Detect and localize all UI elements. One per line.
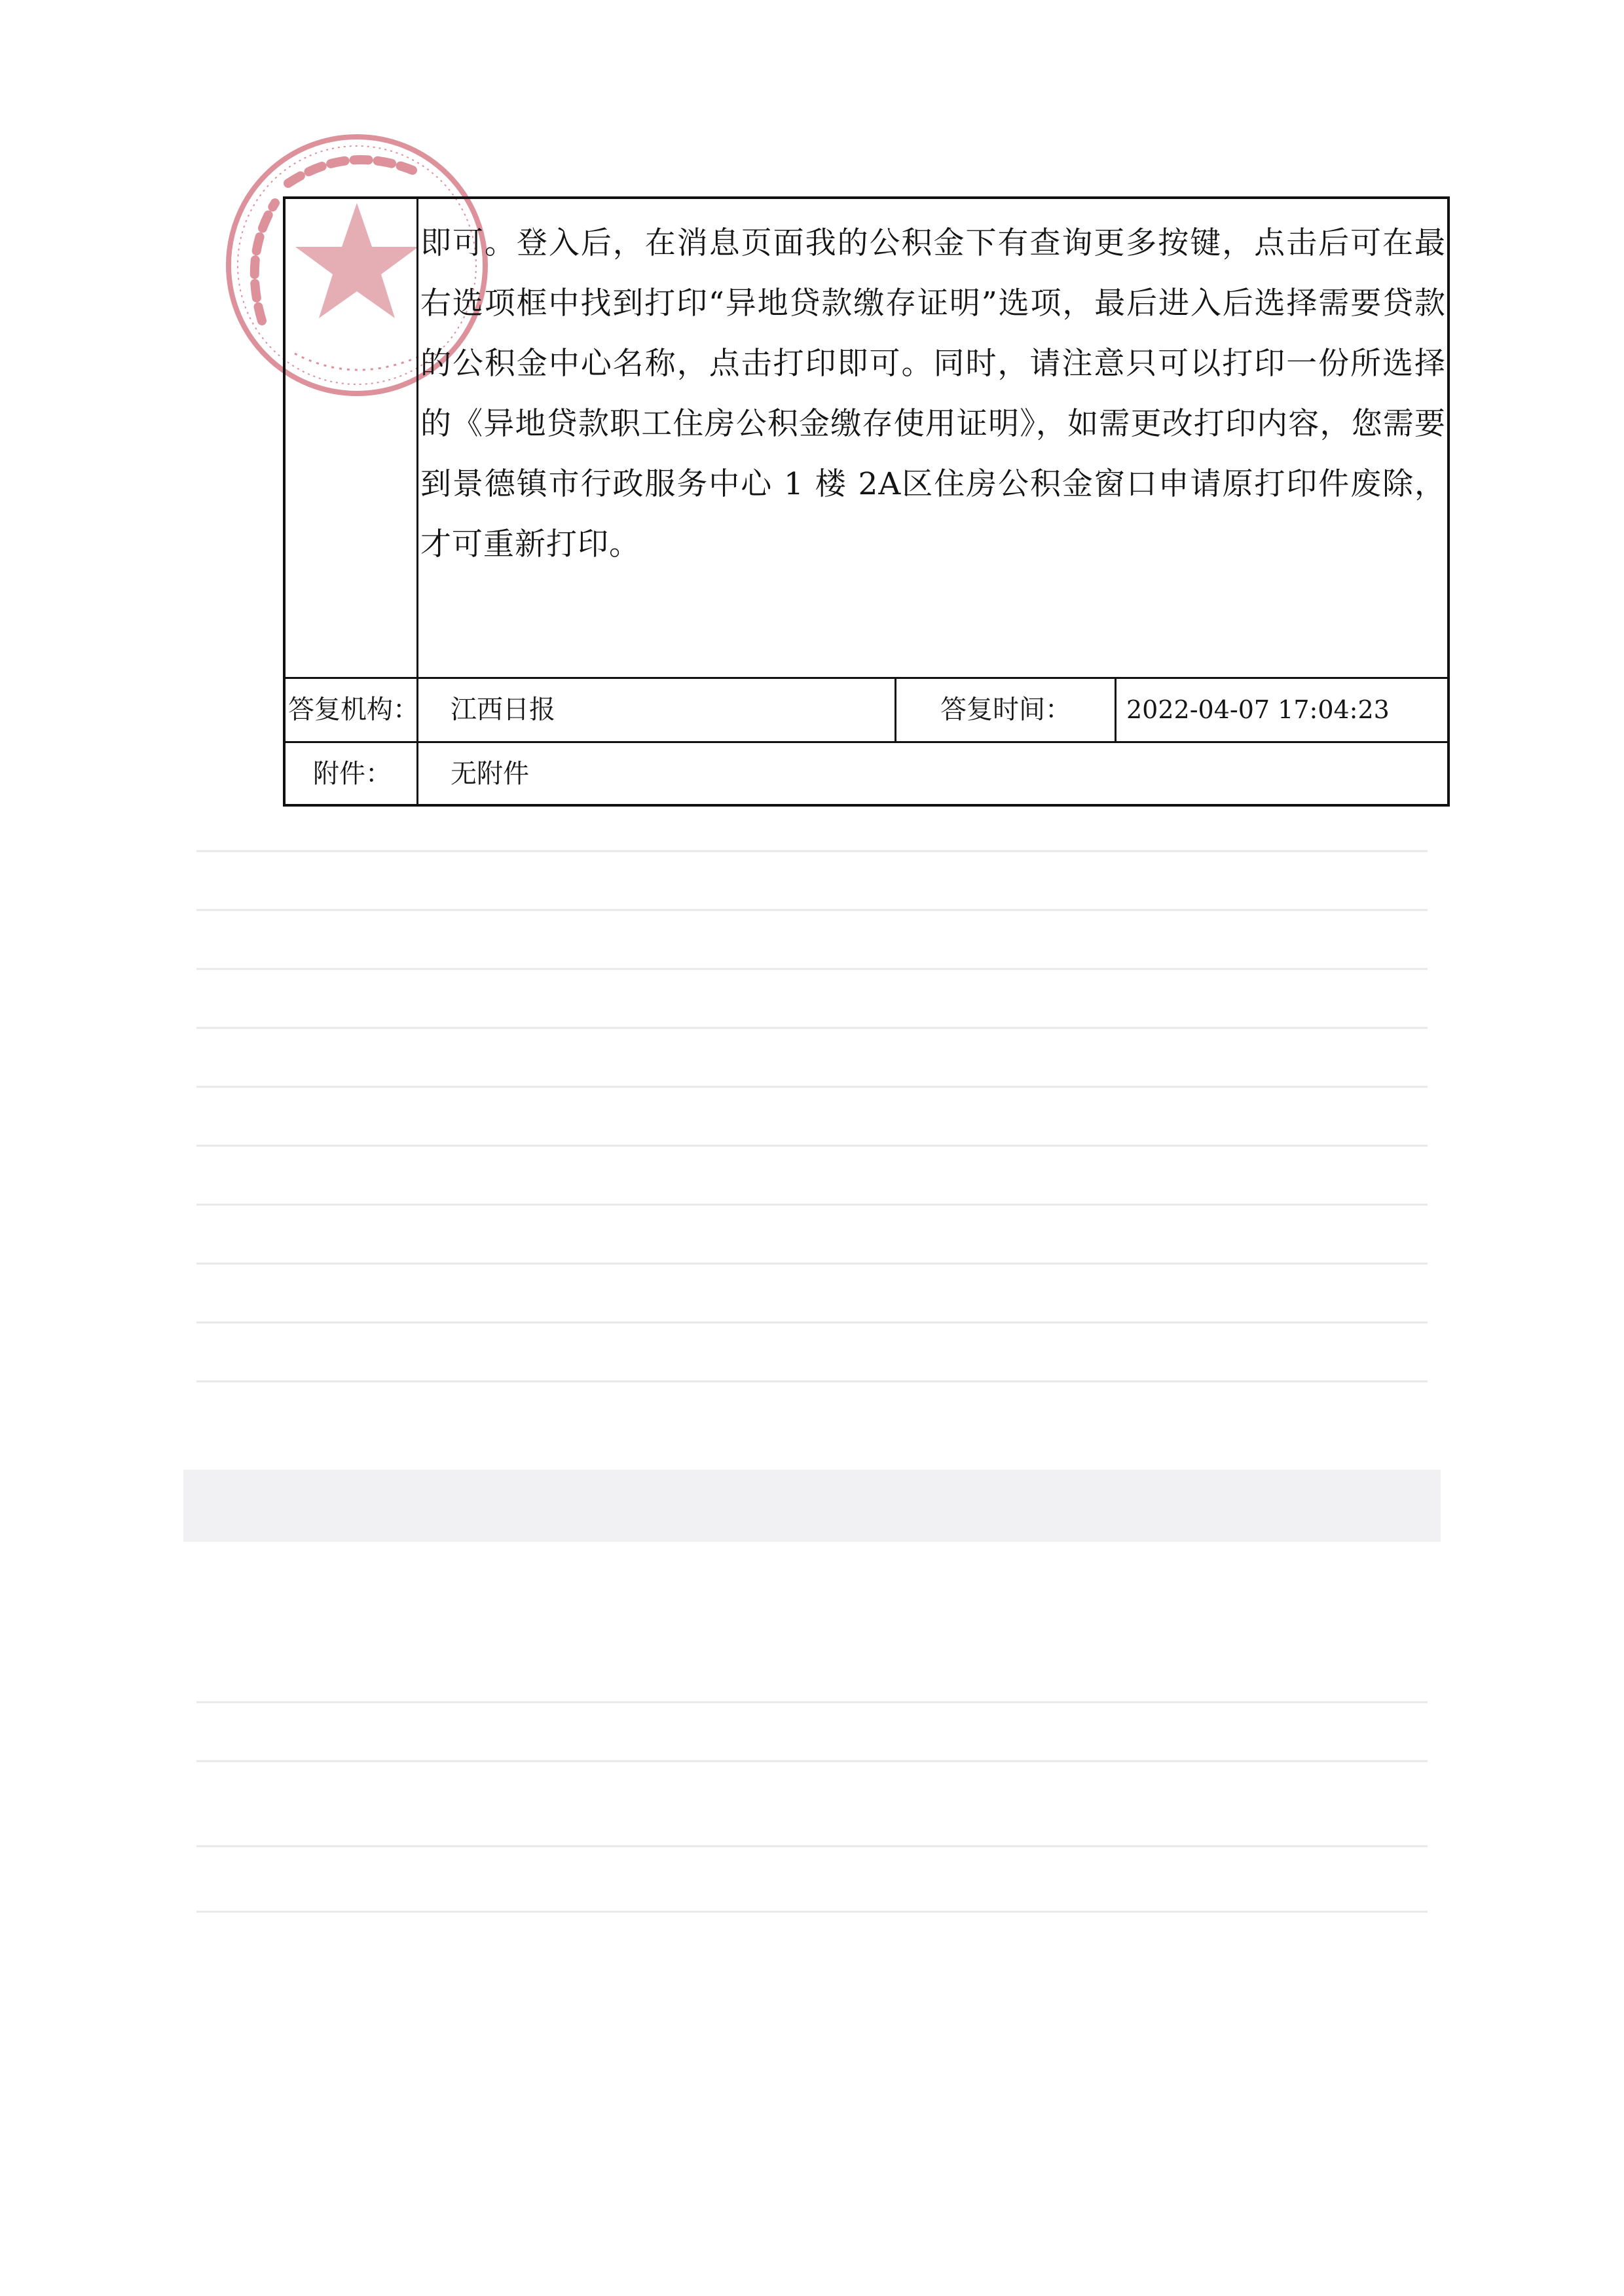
column-divider: [416, 199, 418, 677]
reply-record-table: [283, 196, 1450, 807]
row-divider: [286, 677, 1450, 679]
attachment-value: 无附件: [451, 759, 529, 789]
column-divider: [1115, 677, 1116, 741]
row-divider: [286, 741, 1450, 743]
reply-time-value: 2022-04-07 17:04:23: [1126, 695, 1390, 724]
column-divider: [895, 677, 896, 741]
reply-time-label: 答复时间：: [940, 695, 1071, 725]
reply-body-text: 即可。登入后，在消息页面我的公积金下有查询更多按键，点击后可在最右选项框中找到打印“异地贷款缴存证明”选项，最后进入后选择需要贷款的公积金中心名称，点击打印即可。同时，请注意只可以打印一份所选择的《异地贷款职工住房公积金缴存使用证明》，如需更改打印内容，您需要到景德镇市行政服务中心 1 楼 2A区住房公积金窗口申请原打印件废除，才可重新打印。: [420, 225, 1446, 562]
reply-org-value: 江西日报: [451, 695, 555, 725]
attachment-label: 附件：: [313, 759, 392, 789]
reply-org-label: 答复机构：: [288, 695, 419, 725]
